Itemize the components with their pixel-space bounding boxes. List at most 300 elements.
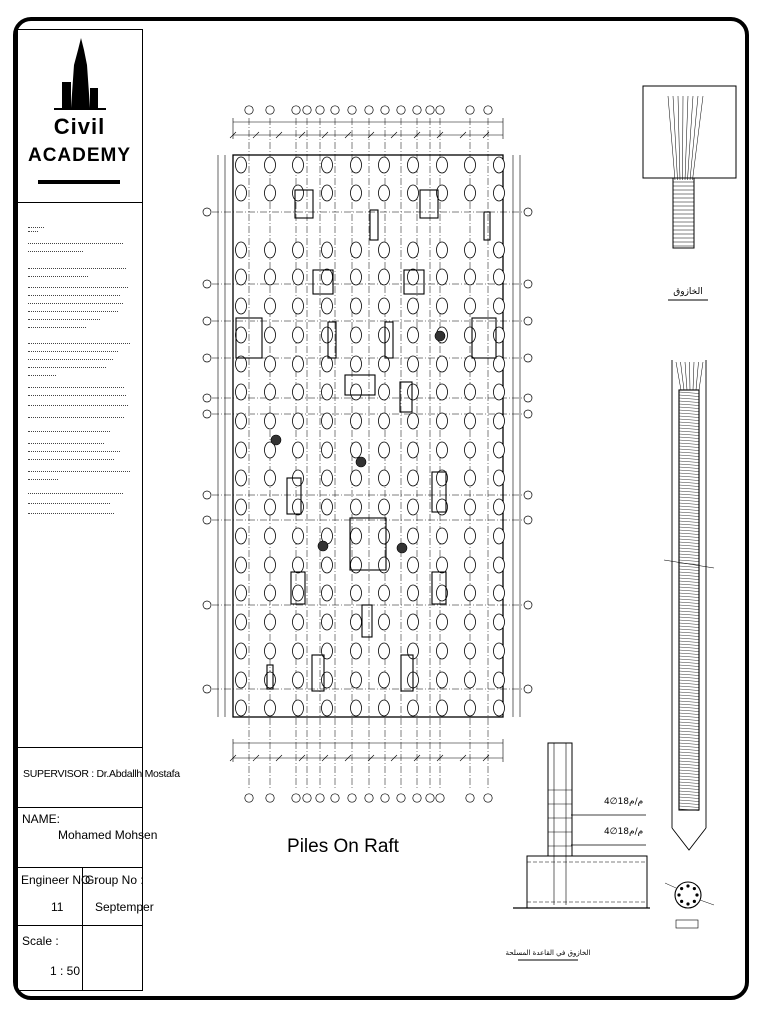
pile-in-raft-label: الخازوق في القاعدة المسلحة (505, 949, 591, 957)
spiral-tie (679, 548, 699, 550)
spiral-tie (679, 569, 699, 571)
spiral-tie (679, 680, 699, 682)
scale-label: Scale : (22, 934, 59, 948)
spiral-tie (679, 554, 699, 556)
spiral-tie (679, 575, 699, 577)
starter-bar (690, 362, 691, 390)
raft-section (527, 856, 647, 908)
pile-circle (465, 700, 476, 716)
spiral-tie (679, 713, 699, 715)
rebar-label-2: 4∅18م/م (604, 827, 644, 837)
starter-bar (685, 362, 687, 390)
grid-bubble-top (426, 106, 434, 114)
pile-circle (265, 185, 276, 201)
pile-circle (293, 672, 304, 688)
pile-head-raft-outline (643, 86, 736, 178)
spiral-tie (679, 770, 699, 772)
spiral-tie (679, 467, 699, 469)
spiral-tie (679, 419, 699, 421)
spiral-tie (679, 434, 699, 436)
pile-circle (293, 557, 304, 573)
spiral-tie (679, 473, 699, 475)
pile-circle (437, 528, 448, 544)
pile-circle (408, 157, 419, 173)
test-pile-hatched (356, 457, 366, 467)
pile-circle (437, 384, 448, 400)
spiral-tie (679, 698, 699, 700)
test-pile-hatched (397, 543, 407, 553)
grid-bubble-bottom (397, 794, 405, 802)
column-outline (362, 605, 372, 637)
grid-bubble-left (203, 280, 211, 288)
pile-circle (236, 557, 247, 573)
grid-bubble-top (397, 106, 405, 114)
grid-bubble-top (484, 106, 492, 114)
pile-circle (351, 585, 362, 601)
spiral-tie (679, 422, 699, 424)
pile-circle (351, 413, 362, 429)
spiral-tie (679, 743, 699, 745)
pile-circle (265, 470, 276, 486)
grid-bubble-top (316, 106, 324, 114)
pile-circle (494, 614, 505, 630)
spiral-tie (679, 500, 699, 502)
grid-bubble-right (524, 208, 532, 216)
pile-circle (351, 470, 362, 486)
spiral-tie (679, 407, 699, 409)
pile-circle (351, 672, 362, 688)
pile-dowel-bar (668, 96, 675, 180)
column-outline (484, 212, 490, 240)
supervisor-text: SUPERVISOR : Dr.Abdallh Mostafa (23, 768, 180, 780)
grid-bubble-top (365, 106, 373, 114)
pile-circle (293, 614, 304, 630)
spiral-tie (679, 401, 699, 403)
pile-circle (379, 700, 390, 716)
pile-circle (265, 413, 276, 429)
rebar-dot (693, 900, 696, 903)
grid-bubble-bottom (484, 794, 492, 802)
spiral-tie (679, 455, 699, 457)
pile-circle (465, 413, 476, 429)
spiral-tie (679, 623, 699, 625)
rebar-label-1: 4∅18م/م (604, 797, 644, 807)
spiral-tie (679, 527, 699, 529)
pile-circle (494, 384, 505, 400)
spiral-tie (679, 782, 699, 784)
pile-circle (322, 470, 333, 486)
grid-bubble-left (203, 394, 211, 402)
pile-circle (408, 298, 419, 314)
pile-circle (351, 528, 362, 544)
pile-dowel-bar (673, 96, 678, 180)
rebar-dot (686, 884, 689, 887)
pile-circle (379, 470, 390, 486)
pile-circle (408, 269, 419, 285)
spiral-tie (679, 761, 699, 763)
grid-bubble-right (524, 516, 532, 524)
grid-bubble-bottom (436, 794, 444, 802)
pile-circle (293, 242, 304, 258)
spiral-tie (679, 731, 699, 733)
pile-circle (494, 672, 505, 688)
column-stub (548, 743, 572, 856)
pile-circle (437, 298, 448, 314)
pile-circle (265, 499, 276, 515)
spiral-tie (679, 593, 699, 595)
pile-circle (322, 157, 333, 173)
spiral-tie (679, 656, 699, 658)
pile-circle (265, 585, 276, 601)
spiral-tie (679, 476, 699, 478)
pile-circle (379, 269, 390, 285)
rebar-dot (677, 893, 680, 896)
name-value: Mohamed Mohsen (58, 828, 158, 842)
pile-circle (437, 356, 448, 372)
spiral-tie (679, 431, 699, 433)
spiral-tie (679, 704, 699, 706)
spiral-tie (679, 587, 699, 589)
spiral-tie (679, 449, 699, 451)
pile-circle (437, 157, 448, 173)
spiral-tie (679, 617, 699, 619)
column-outline (472, 318, 496, 358)
starter-bar (699, 362, 703, 390)
spiral-tie (679, 737, 699, 739)
pile-circle (437, 413, 448, 429)
spiral-tie (679, 518, 699, 520)
pile-circle (351, 700, 362, 716)
spiral-tie (679, 443, 699, 445)
pile-circle (465, 643, 476, 659)
pile-circle (351, 499, 362, 515)
pile-dowel-bar (678, 96, 680, 180)
pile-circle (465, 672, 476, 688)
pile-circle (465, 528, 476, 544)
pile-circle (322, 269, 333, 285)
pile-circle (265, 528, 276, 544)
pile-circle (236, 242, 247, 258)
pile-circle (437, 442, 448, 458)
pile-circle (494, 585, 505, 601)
pile-circle (265, 700, 276, 716)
pile-circle (236, 528, 247, 544)
pile-circle (408, 413, 419, 429)
spiral-tie (679, 446, 699, 448)
rebar-dot (680, 900, 683, 903)
pile-circle (437, 700, 448, 716)
pile-circle (265, 356, 276, 372)
grid-bubble-bottom (466, 794, 474, 802)
pile-circle (494, 557, 505, 573)
pile-circle (293, 528, 304, 544)
spiral-tie (679, 395, 699, 397)
pile-circle (322, 413, 333, 429)
pile-circle (236, 499, 247, 515)
pile-circle (293, 643, 304, 659)
starter-bar (681, 362, 685, 390)
pile-circle (465, 185, 476, 201)
pile-dowel-bar (688, 96, 694, 180)
test-pile-hatched (435, 331, 445, 341)
pile-circle (351, 356, 362, 372)
grid-bubble-top (292, 106, 300, 114)
grid-bubble-left (203, 317, 211, 325)
rebar-dot (693, 887, 696, 890)
spiral-tie (679, 620, 699, 622)
grid-bubble-top (303, 106, 311, 114)
spiral-tie (679, 638, 699, 640)
pile-circle (408, 700, 419, 716)
grid-bubble-left (203, 410, 211, 418)
pile-circle (465, 327, 476, 343)
spiral-tie (679, 398, 699, 400)
grid-bubble-bottom (303, 794, 311, 802)
pile-circle (408, 614, 419, 630)
grid-bubble-right (524, 491, 532, 499)
pile-circle (408, 470, 419, 486)
pile-circle (494, 185, 505, 201)
starter-bar (696, 362, 699, 390)
pile-dowel-bar (683, 96, 684, 180)
spiral-tie (679, 692, 699, 694)
spiral-tie (679, 728, 699, 730)
pile-circle (265, 614, 276, 630)
pile-circle (322, 298, 333, 314)
pile-head-shaft (673, 178, 694, 248)
pile-circle (408, 585, 419, 601)
grid-bubble-top (331, 106, 339, 114)
pile-circle (408, 528, 419, 544)
grid-bubble-right (524, 601, 532, 609)
spiral-tie (679, 560, 699, 562)
grid-bubble-left (203, 354, 211, 362)
grid-bubble-left (203, 491, 211, 499)
spiral-tie (679, 566, 699, 568)
pile-circle (408, 327, 419, 343)
pile-circle (494, 242, 505, 258)
spiral-tie (679, 530, 699, 532)
spiral-tie (679, 452, 699, 454)
pile-circle (293, 298, 304, 314)
pile-circle (379, 614, 390, 630)
pile-circle (351, 242, 362, 258)
grid-bubble-left (203, 208, 211, 216)
spiral-tie (679, 539, 699, 541)
pile-dowel-bar (685, 96, 688, 180)
pile-circle (265, 298, 276, 314)
pile-tip (672, 828, 706, 850)
pile-circle (408, 384, 419, 400)
grid-bubble-left (203, 601, 211, 609)
pile-circle (322, 614, 333, 630)
pile-circle (236, 157, 247, 173)
pile-circle (465, 298, 476, 314)
spiral-tie (679, 494, 699, 496)
rebar-dot (680, 887, 683, 890)
column-outline (312, 655, 324, 691)
spiral-tie (679, 482, 699, 484)
pile-circle (322, 700, 333, 716)
pile-circle (408, 442, 419, 458)
starter-bar (693, 362, 694, 390)
rebar-dot (686, 902, 689, 905)
group-value: Septemper (95, 900, 154, 914)
pile-circle (265, 242, 276, 258)
grid-bubble-bottom (413, 794, 421, 802)
pile-cage (679, 390, 699, 810)
pile-circle (322, 557, 333, 573)
pile-circle (494, 269, 505, 285)
spiral-tie (679, 428, 699, 430)
spiral-tie (679, 551, 699, 553)
pile-circle (265, 643, 276, 659)
test-pile-hatched (318, 541, 328, 551)
pile-circle (437, 614, 448, 630)
spiral-tie (679, 719, 699, 721)
grid-bubble-right (524, 410, 532, 418)
spiral-tie (679, 524, 699, 526)
pile-circle (379, 557, 390, 573)
pile-circle (437, 643, 448, 659)
pile-circle (265, 157, 276, 173)
spiral-tie (679, 440, 699, 442)
spiral-tie (679, 464, 699, 466)
pile-circle (465, 470, 476, 486)
spiral-tie (679, 503, 699, 505)
pile-circle (379, 298, 390, 314)
pile-circle (494, 413, 505, 429)
pile-circle (293, 269, 304, 285)
spiral-tie (679, 758, 699, 760)
pile-circle (293, 442, 304, 458)
pile-circle (351, 384, 362, 400)
pile-circle (379, 672, 390, 688)
pile-circle (322, 499, 333, 515)
spiral-tie (679, 515, 699, 517)
pile-circle (494, 298, 505, 314)
pile-circle (379, 442, 390, 458)
pile-circle (293, 413, 304, 429)
pile-circle (265, 327, 276, 343)
pile-circle (265, 384, 276, 400)
pile-circle (322, 384, 333, 400)
spiral-tie (679, 584, 699, 586)
spiral-tie (679, 773, 699, 775)
grid-bubble-bottom (245, 794, 253, 802)
pile-circle (437, 269, 448, 285)
grid-bubble-bottom (348, 794, 356, 802)
pile-circle (293, 185, 304, 201)
pile-circle (494, 442, 505, 458)
grid-bubble-right (524, 317, 532, 325)
grid-bubble-bottom (292, 794, 300, 802)
pile-circle (408, 499, 419, 515)
pile-circle (236, 614, 247, 630)
spiral-tie (679, 458, 699, 460)
pile-circle (322, 643, 333, 659)
spiral-tie (679, 641, 699, 643)
starter-bar (676, 362, 681, 390)
pile-circle (293, 356, 304, 372)
pile-circle (322, 242, 333, 258)
spiral-tie (679, 521, 699, 523)
spiral-tie (679, 800, 699, 802)
spiral-tie (679, 776, 699, 778)
pile-circle (322, 327, 333, 343)
spiral-tie (679, 671, 699, 673)
spiral-tie (679, 461, 699, 463)
pile-circle (379, 413, 390, 429)
test-pile-hatched (271, 435, 281, 445)
grid-bubble-bottom (381, 794, 389, 802)
spiral-tie (679, 416, 699, 418)
name-label: NAME: (22, 812, 61, 826)
pile-circle (351, 185, 362, 201)
pile-circle (379, 499, 390, 515)
pile-circle (379, 528, 390, 544)
spiral-tie (679, 602, 699, 604)
pile-circle (293, 585, 304, 601)
logo-line1: Civil (53, 114, 106, 139)
pile-circle (465, 614, 476, 630)
grid-bubble-right (524, 685, 532, 693)
spiral-tie (679, 488, 699, 490)
pile-circle (465, 499, 476, 515)
spiral-tie (679, 695, 699, 697)
pile-circle (322, 585, 333, 601)
spiral-tie (679, 653, 699, 655)
pile-circle (379, 384, 390, 400)
pile-circle (494, 157, 505, 173)
grid-bubble-top (245, 106, 253, 114)
pile-circle (265, 557, 276, 573)
grid-bubble-bottom (266, 794, 274, 802)
spiral-tie (679, 425, 699, 427)
pile-circle (322, 442, 333, 458)
spiral-tie (679, 749, 699, 751)
grid-bubble-top (466, 106, 474, 114)
spiral-tie (679, 767, 699, 769)
column-outline (420, 190, 438, 218)
spiral-tie (679, 629, 699, 631)
spiral-tie (679, 803, 699, 805)
pile-circle (494, 643, 505, 659)
pile-circle (437, 557, 448, 573)
pile-circle (437, 242, 448, 258)
pile-circle (351, 643, 362, 659)
pile-circle (379, 157, 390, 173)
spiral-tie (679, 740, 699, 742)
pile-circle (494, 327, 505, 343)
spiral-tie (679, 599, 699, 601)
spiral-tie (679, 512, 699, 514)
pile-circle (351, 327, 362, 343)
grid-bubble-top (413, 106, 421, 114)
pile-circle (236, 298, 247, 314)
spiral-tie (679, 725, 699, 727)
spiral-tie (679, 413, 699, 415)
spiral-tie (679, 668, 699, 670)
grid-bubble-top (436, 106, 444, 114)
column-outline (370, 210, 378, 240)
spiral-tie (679, 404, 699, 406)
pile-circle (351, 614, 362, 630)
pile-circle (408, 242, 419, 258)
spiral-tie (679, 752, 699, 754)
pile-circle (351, 298, 362, 314)
grid-bubble-bottom (365, 794, 373, 802)
